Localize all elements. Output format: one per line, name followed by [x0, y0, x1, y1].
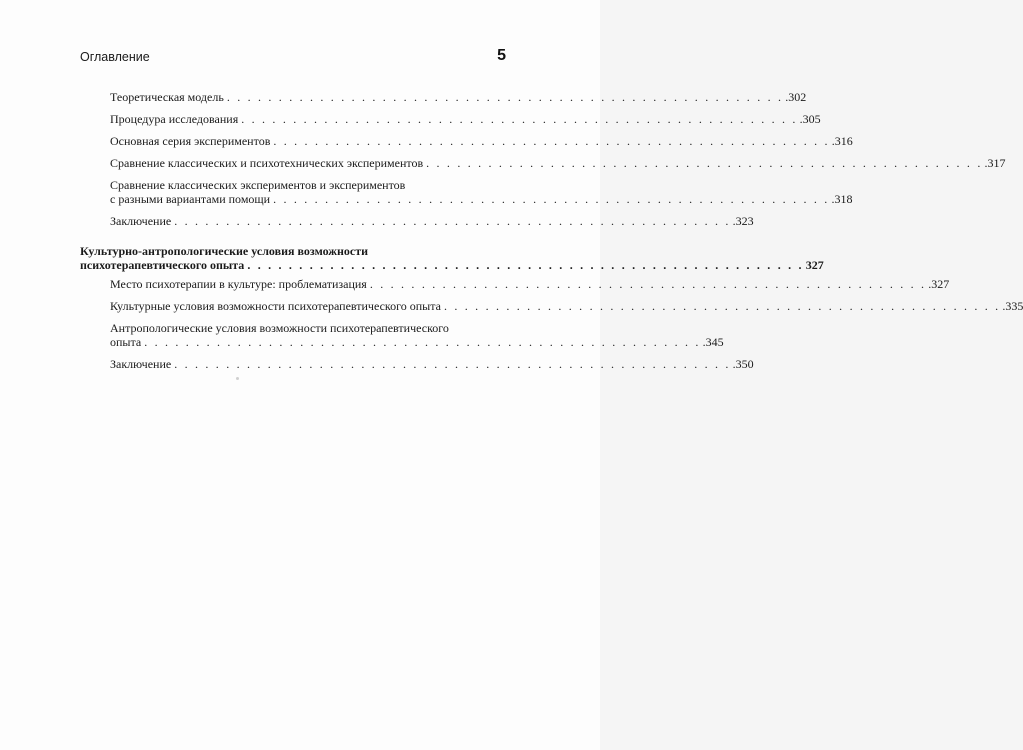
toc-leader-dots: . . . . . . . . . . . . . . . . . . . . . . . . . . . . . . . . . . . . . . . . . . . . . . . . . . . . . . — [273, 134, 830, 148]
toc-entry-text: с разными вариантами помощи — [110, 192, 271, 206]
toc-leader-dots: . . . . . . . . . . . . . . . . . . . . . . . . . . . . . . . . . . . . . . . . . . . . . . . . . . . . . . — [247, 258, 804, 272]
toc-entry-text: Процедура исследования — [110, 112, 239, 126]
toc-entry-page: .345 — [702, 335, 724, 349]
toc-entry-page: 327 — [805, 258, 824, 272]
toc-entry-comparison-help-variants — [80, 178, 853, 206]
toc-leader-dots: . . . . . . . . . . . . . . . . . . . . . . . . . . . . . . . . . . . . . . . . . . . . . . . . . . . . . . — [241, 112, 798, 126]
toc-entry-page: .335 — [1002, 299, 1023, 313]
toc-entry-page: .305 — [799, 112, 821, 126]
toc-entry-procedure — [80, 112, 821, 126]
toc-entry-first-line: Культурно-антропологические условия возможности — [80, 244, 369, 258]
toc-entry-psychotherapy-in-culture — [80, 277, 950, 291]
toc-entry-page: .316 — [831, 134, 853, 148]
toc-entry-text: Культурные условия возможности психотерапевтического опыта — [110, 299, 441, 313]
toc-entry-first-line: Сравнение классических экспериментов и экспериментов — [110, 178, 406, 192]
toc-entry-page: .317 — [984, 156, 1006, 170]
toc-chapter-cultural-anthropological — [80, 244, 824, 272]
toc-leader-dots: . . . . . . . . . . . . . . . . . . . . . . . . . . . . . . . . . . . . . . . . . . . . . . . . . . . . . . — [226, 90, 784, 104]
toc-entry-text: психотерапевтического опыта — [80, 258, 245, 272]
scan-speck — [236, 377, 239, 380]
toc-leader-dots: . . . . . . . . . . . . . . . . . . . . . . . . . . . . . . . . . . . . . . . . . . . . . . . . . . . . . . — [144, 335, 701, 349]
running-header-title: Оглавление — [80, 50, 150, 64]
toc-entry-text: Теоретическая модель — [110, 90, 224, 104]
toc-entry-text: Заключение — [110, 214, 172, 228]
toc-entry-anthropological-conditions — [80, 321, 724, 349]
toc-entry-page: .350 — [732, 357, 754, 371]
toc-entry-page: .318 — [831, 192, 853, 206]
toc-entry-cultural-conditions — [80, 299, 1023, 313]
toc-entry-text: Основная серия экспериментов — [110, 134, 271, 148]
toc-entry-page: .327 — [928, 277, 950, 291]
toc-entry-page: .323 — [732, 214, 754, 228]
table-of-contents — [80, 84, 1023, 371]
toc-leader-dots: . . . . . . . . . . . . . . . . . . . . . . . . . . . . . . . . . . . . . . . . . . . . . . . . . . . . . . — [443, 299, 1001, 313]
toc-leader-dots: . . . . . . . . . . . . . . . . . . . . . . . . . . . . . . . . . . . . . . . . . . . . . . . . . . . . . . — [369, 277, 927, 291]
toc-leader-dots: . . . . . . . . . . . . . . . . . . . . . . . . . . . . . . . . . . . . . . . . . . . . . . . . . . . . . . — [174, 214, 731, 228]
toc-leader-dots: . . . . . . . . . . . . . . . . . . . . . . . . . . . . . . . . . . . . . . . . . . . . . . . . . . . . . . — [273, 192, 830, 206]
toc-entry-first-line: Антропологические условия возможности психотерапевтического — [110, 321, 449, 335]
toc-entry-text: опыта — [110, 335, 142, 349]
toc-entry-conclusion-2 — [80, 357, 754, 371]
toc-entry-main-series — [80, 134, 853, 148]
page-number: 5 — [497, 47, 506, 64]
toc-leader-dots: . . . . . . . . . . . . . . . . . . . . . . . . . . . . . . . . . . . . . . . . . . . . . . . . . . . . . . — [426, 156, 983, 170]
toc-leader-dots: . . . . . . . . . . . . . . . . . . . . . . . . . . . . . . . . . . . . . . . . . . . . . . . . . . . . . . — [174, 357, 731, 371]
toc-entry-comparison-psychotechnical — [80, 156, 1006, 170]
toc-entry-page: .302 — [785, 90, 807, 104]
toc-entry-text: Сравнение классических и психотехнических экспериментов — [110, 156, 424, 170]
toc-entry-conclusion-1 — [80, 214, 754, 228]
toc-entry-text: Место психотерапии в культуре: проблематизация — [110, 277, 367, 291]
toc-entry-theoretical-model — [80, 90, 807, 104]
toc-entry-text: Заключение — [110, 357, 172, 371]
